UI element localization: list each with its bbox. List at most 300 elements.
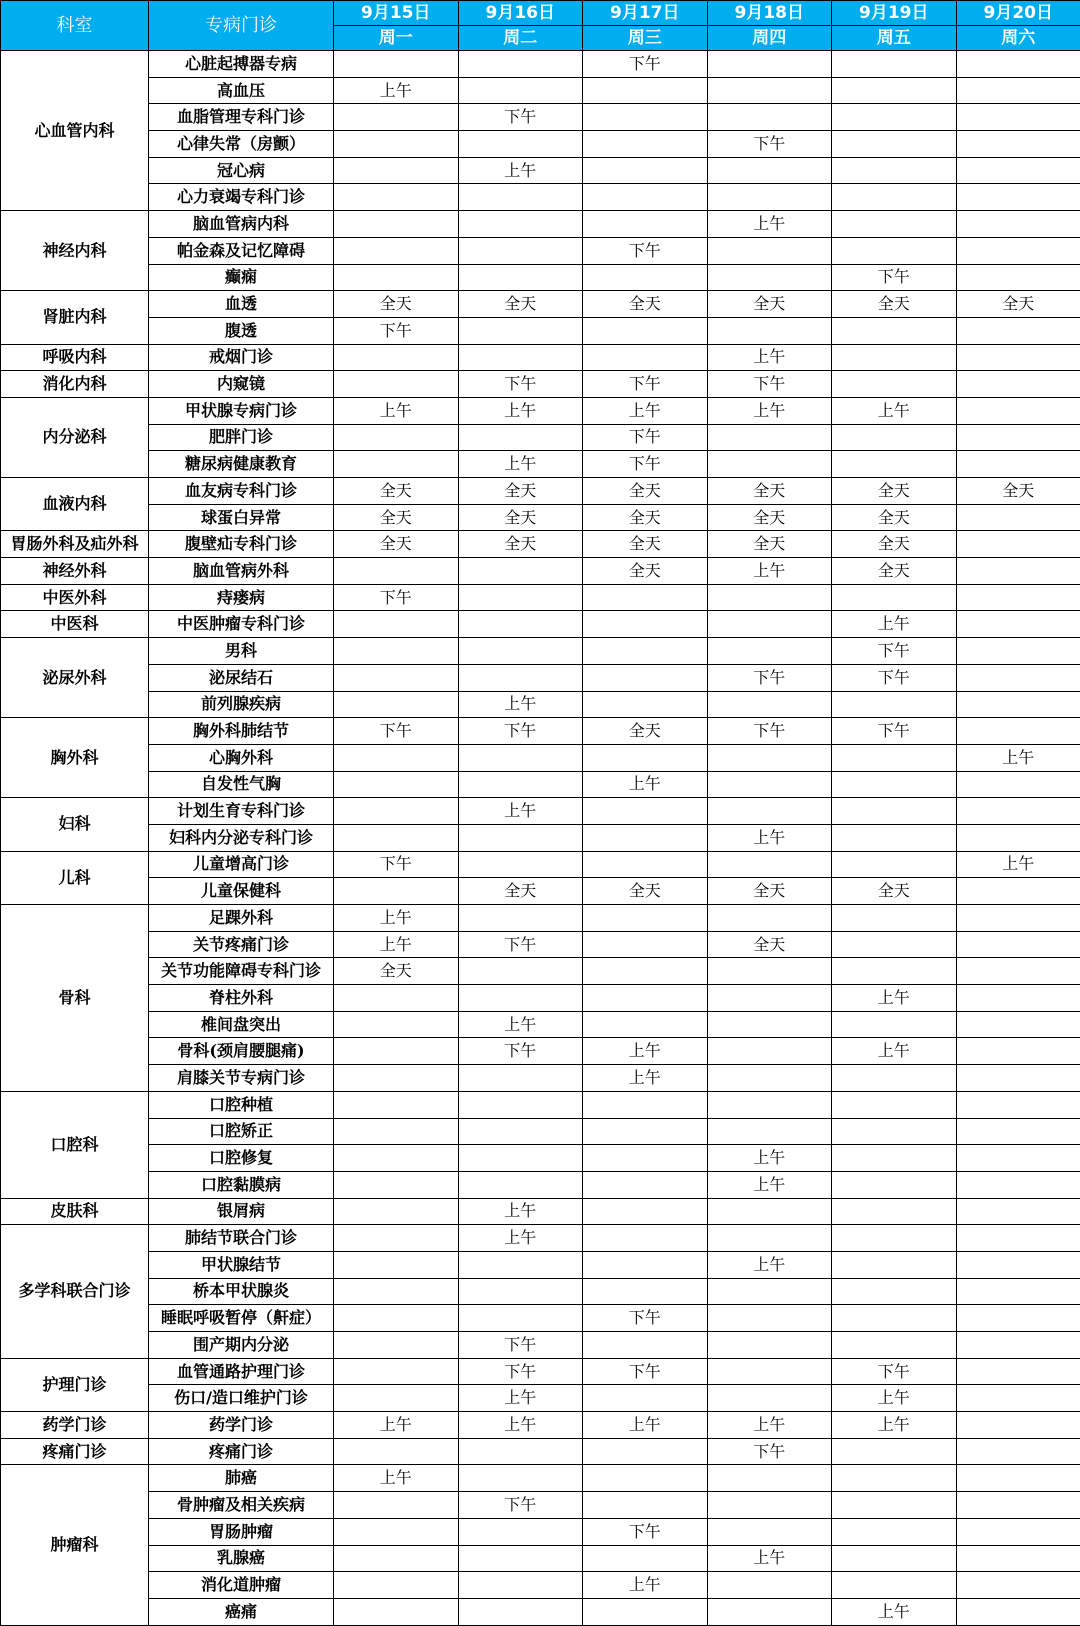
clinic-name-cell: 脑血管病外科 — [149, 558, 334, 585]
schedule-slot-cell: 全天 — [583, 531, 708, 558]
schedule-slot-cell — [334, 1038, 459, 1065]
schedule-slot-cell — [707, 771, 832, 798]
table-row — [1, 504, 1080, 531]
schedule-slot-cell — [334, 1305, 459, 1332]
schedule-slot-cell — [956, 157, 1080, 184]
schedule-slot-cell — [832, 691, 957, 718]
clinic-name-cell: 消化道肿瘤 — [149, 1572, 334, 1599]
clinic-name-cell: 自发性气胸 — [149, 771, 334, 798]
schedule-slot-cell: 上午 — [458, 1412, 583, 1439]
clinic-name-cell: 前列腺疾病 — [149, 691, 334, 718]
schedule-slot-cell: 上午 — [334, 1465, 459, 1492]
clinic-name-cell: 口腔矫正 — [149, 1118, 334, 1145]
schedule-slot-cell — [832, 371, 957, 398]
schedule-slot-cell: 下午 — [832, 718, 957, 745]
schedule-slot-cell: 下午 — [458, 1358, 583, 1385]
schedule-slot-cell: 上午 — [583, 1038, 708, 1065]
department-cell: 骨科 — [1, 905, 149, 1092]
clinic-name-cell: 口腔黏膜病 — [149, 1171, 334, 1198]
schedule-slot-cell: 上午 — [583, 1065, 708, 1092]
schedule-slot-cell: 全天 — [583, 291, 708, 318]
schedule-slot-cell — [458, 1545, 583, 1572]
table-row — [1, 51, 1080, 78]
schedule-slot-cell: 上午 — [458, 397, 583, 424]
schedule-slot-cell — [583, 317, 708, 344]
schedule-slot-cell: 上午 — [334, 77, 459, 104]
schedule-slot-cell — [583, 184, 708, 211]
department-cell: 胃肠外科及疝外科 — [1, 531, 149, 558]
schedule-slot-cell — [583, 664, 708, 691]
table-row — [1, 77, 1080, 104]
schedule-slot-cell — [583, 1492, 708, 1519]
schedule-slot-cell — [458, 1572, 583, 1599]
schedule-slot-cell: 上午 — [583, 1412, 708, 1439]
schedule-slot-cell — [334, 1518, 459, 1545]
schedule-slot-cell — [707, 851, 832, 878]
schedule-slot-cell — [956, 1198, 1080, 1225]
schedule-slot-cell — [707, 1011, 832, 1038]
schedule-slot-cell — [458, 131, 583, 158]
schedule-slot-cell — [956, 1412, 1080, 1439]
schedule-slot-cell: 全天 — [832, 531, 957, 558]
schedule-slot-cell — [583, 1465, 708, 1492]
schedule-slot-cell: 下午 — [458, 1038, 583, 1065]
schedule-slot-cell — [832, 1171, 957, 1198]
schedule-slot-cell: 上午 — [832, 1038, 957, 1065]
schedule-slot-cell — [707, 1225, 832, 1252]
schedule-slot-cell — [458, 424, 583, 451]
schedule-slot-cell — [334, 1278, 459, 1305]
schedule-slot-cell: 下午 — [458, 718, 583, 745]
schedule-slot-cell — [458, 905, 583, 932]
weekday-header: 周五 — [832, 26, 957, 51]
schedule-slot-cell — [707, 691, 832, 718]
table-row — [1, 691, 1080, 718]
table-row — [1, 1011, 1080, 1038]
schedule-slot-cell — [956, 638, 1080, 665]
department-cell: 胸外科 — [1, 718, 149, 798]
schedule-slot-cell — [334, 264, 459, 291]
schedule-slot-cell — [956, 1251, 1080, 1278]
table-row — [1, 264, 1080, 291]
schedule-slot-cell — [956, 1358, 1080, 1385]
table-row — [1, 1412, 1080, 1439]
clinic-name-cell: 高血压 — [149, 77, 334, 104]
schedule-slot-cell — [956, 1011, 1080, 1038]
schedule-slot-cell — [707, 77, 832, 104]
date-header: 9月18日 — [707, 1, 832, 26]
schedule-slot-cell — [334, 878, 459, 905]
table-row — [1, 1545, 1080, 1572]
schedule-slot-cell — [458, 958, 583, 985]
table-row — [1, 985, 1080, 1012]
schedule-slot-cell: 下午 — [458, 931, 583, 958]
department-cell: 疼痛门诊 — [1, 1438, 149, 1465]
schedule-slot-cell — [956, 1091, 1080, 1118]
schedule-slot-cell — [583, 905, 708, 932]
department-cell: 妇科 — [1, 798, 149, 851]
schedule-slot-cell — [458, 1598, 583, 1625]
schedule-slot-cell — [832, 1011, 957, 1038]
schedule-slot-cell: 全天 — [334, 291, 459, 318]
table-row — [1, 1438, 1080, 1465]
schedule-slot-cell — [832, 1091, 957, 1118]
clinic-name-cell: 桥本甲状腺炎 — [149, 1278, 334, 1305]
schedule-slot-cell — [707, 264, 832, 291]
department-cell: 呼吸内科 — [1, 344, 149, 371]
table-row — [1, 478, 1080, 505]
date-header: 9月20日 — [956, 1, 1080, 26]
schedule-slot-cell: 上午 — [832, 1412, 957, 1439]
schedule-slot-cell — [832, 211, 957, 238]
schedule-slot-cell — [956, 1305, 1080, 1332]
schedule-slot-cell — [334, 131, 459, 158]
schedule-slot-cell: 全天 — [583, 478, 708, 505]
clinic-name-cell: 儿童增高门诊 — [149, 851, 334, 878]
clinic-name-cell: 乳腺癌 — [149, 1545, 334, 1572]
clinic-name-cell: 心力衰竭专科门诊 — [149, 184, 334, 211]
clinic-name-cell: 球蛋白异常 — [149, 504, 334, 531]
schedule-slot-cell — [956, 664, 1080, 691]
schedule-slot-cell — [458, 611, 583, 638]
schedule-slot-cell — [707, 611, 832, 638]
schedule-slot-cell — [707, 1492, 832, 1519]
clinic-name-cell: 胃肠肿瘤 — [149, 1518, 334, 1545]
clinic-name-cell: 痔瘘病 — [149, 584, 334, 611]
schedule-slot-cell: 下午 — [832, 1358, 957, 1385]
schedule-slot-cell: 全天 — [458, 291, 583, 318]
schedule-slot-cell — [334, 211, 459, 238]
schedule-slot-cell: 全天 — [583, 558, 708, 585]
schedule-slot-cell: 上午 — [707, 558, 832, 585]
schedule-slot-cell: 上午 — [707, 211, 832, 238]
schedule-slot-cell — [334, 744, 459, 771]
schedule-slot-cell — [707, 1358, 832, 1385]
date-header: 9月19日 — [832, 1, 957, 26]
schedule-slot-cell — [832, 584, 957, 611]
schedule-slot-cell — [334, 1198, 459, 1225]
schedule-slot-cell — [458, 1438, 583, 1465]
schedule-slot-cell — [707, 424, 832, 451]
schedule-slot-cell: 下午 — [583, 451, 708, 478]
clinic-name-cell: 糖尿病健康教育 — [149, 451, 334, 478]
schedule-slot-cell — [956, 424, 1080, 451]
schedule-slot-cell — [832, 131, 957, 158]
schedule-slot-cell — [707, 51, 832, 78]
table-row — [1, 1065, 1080, 1092]
clinic-name-cell: 关节疼痛门诊 — [149, 931, 334, 958]
department-column-header: 科室 — [1, 1, 149, 51]
schedule-slot-cell: 上午 — [334, 397, 459, 424]
department-cell: 肿瘤科 — [1, 1465, 149, 1625]
schedule-slot-cell — [334, 157, 459, 184]
schedule-slot-cell — [458, 1465, 583, 1492]
department-cell: 消化内科 — [1, 371, 149, 398]
clinic-name-cell: 围产期内分泌 — [149, 1332, 334, 1359]
schedule-slot-cell — [583, 798, 708, 825]
schedule-slot-cell — [832, 1198, 957, 1225]
table-row — [1, 771, 1080, 798]
schedule-slot-cell — [832, 424, 957, 451]
table-row — [1, 531, 1080, 558]
schedule-slot-cell — [583, 1385, 708, 1412]
table-row — [1, 798, 1080, 825]
schedule-slot-cell — [956, 1438, 1080, 1465]
department-cell: 中医外科 — [1, 584, 149, 611]
schedule-slot-cell — [334, 1065, 459, 1092]
clinic-name-cell: 妇科内分泌专科门诊 — [149, 824, 334, 851]
schedule-slot-cell — [334, 638, 459, 665]
clinic-name-cell: 骨科(颈肩腰腿痛) — [149, 1038, 334, 1065]
schedule-slot-cell — [832, 77, 957, 104]
department-cell: 神经内科 — [1, 211, 149, 291]
table-row — [1, 184, 1080, 211]
table-row — [1, 237, 1080, 264]
schedule-slot-cell — [956, 344, 1080, 371]
schedule-slot-cell: 下午 — [334, 584, 459, 611]
table-row — [1, 1118, 1080, 1145]
schedule-slot-cell — [956, 1278, 1080, 1305]
clinic-name-cell: 药学门诊 — [149, 1412, 334, 1439]
schedule-slot-cell — [956, 958, 1080, 985]
schedule-slot-cell: 上午 — [334, 905, 459, 932]
schedule-slot-cell — [583, 985, 708, 1012]
schedule-slot-cell: 全天 — [583, 718, 708, 745]
schedule-slot-cell — [707, 1038, 832, 1065]
schedule-slot-cell — [956, 824, 1080, 851]
clinic-name-cell: 癌痛 — [149, 1598, 334, 1625]
table-row — [1, 611, 1080, 638]
schedule-slot-cell — [583, 211, 708, 238]
schedule-slot-cell — [956, 237, 1080, 264]
schedule-slot-cell — [334, 1492, 459, 1519]
table-row — [1, 584, 1080, 611]
schedule-slot-cell — [458, 1145, 583, 1172]
table-row — [1, 1251, 1080, 1278]
schedule-slot-cell — [707, 985, 832, 1012]
schedule-slot-cell — [583, 1598, 708, 1625]
schedule-slot-cell — [458, 1278, 583, 1305]
schedule-slot-cell — [707, 1598, 832, 1625]
schedule-slot-cell — [956, 504, 1080, 531]
schedule-slot-cell — [956, 1598, 1080, 1625]
clinic-name-cell: 伤口/造口维护门诊 — [149, 1385, 334, 1412]
schedule-slot-cell — [458, 237, 583, 264]
schedule-slot-cell — [707, 905, 832, 932]
schedule-slot-cell — [956, 451, 1080, 478]
schedule-slot-cell: 全天 — [707, 504, 832, 531]
table-row — [1, 664, 1080, 691]
table-row — [1, 1198, 1080, 1225]
schedule-slot-cell — [832, 1305, 957, 1332]
schedule-slot-cell — [583, 824, 708, 851]
schedule-slot-cell — [334, 1118, 459, 1145]
schedule-slot-cell: 上午 — [956, 851, 1080, 878]
schedule-slot-cell — [583, 131, 708, 158]
table-row — [1, 397, 1080, 424]
schedule-slot-cell — [458, 1091, 583, 1118]
schedule-slot-cell — [832, 51, 957, 78]
schedule-slot-cell — [832, 1278, 957, 1305]
clinic-name-cell: 甲状腺结节 — [149, 1251, 334, 1278]
schedule-slot-cell — [707, 451, 832, 478]
clinic-name-cell: 肺癌 — [149, 1465, 334, 1492]
weekday-header: 周三 — [583, 26, 708, 51]
schedule-slot-cell — [956, 211, 1080, 238]
schedule-slot-cell: 下午 — [707, 371, 832, 398]
weekday-header: 周二 — [458, 26, 583, 51]
schedule-slot-cell: 全天 — [334, 958, 459, 985]
schedule-slot-cell — [583, 1091, 708, 1118]
schedule-slot-cell — [334, 51, 459, 78]
schedule-slot-cell — [956, 371, 1080, 398]
weekday-header: 周一 — [334, 26, 459, 51]
schedule-slot-cell — [334, 104, 459, 131]
clinic-name-cell: 血友病专科门诊 — [149, 478, 334, 505]
schedule-slot-cell — [832, 824, 957, 851]
table-row — [1, 744, 1080, 771]
table-row — [1, 958, 1080, 985]
clinic-column-header: 专病门诊 — [149, 1, 334, 51]
schedule-slot-cell — [832, 744, 957, 771]
table-row — [1, 1038, 1080, 1065]
clinic-name-cell: 冠心病 — [149, 157, 334, 184]
schedule-slot-cell: 上午 — [707, 1171, 832, 1198]
table-row — [1, 1385, 1080, 1412]
schedule-slot-cell — [458, 1171, 583, 1198]
schedule-slot-cell: 上午 — [334, 1412, 459, 1439]
schedule-slot-cell — [458, 1065, 583, 1092]
schedule-slot-cell — [458, 1251, 583, 1278]
schedule-slot-cell — [583, 851, 708, 878]
department-cell: 血液内科 — [1, 478, 149, 531]
table-row — [1, 1518, 1080, 1545]
schedule-slot-cell — [458, 1118, 583, 1145]
schedule-slot-cell — [956, 397, 1080, 424]
schedule-slot-cell — [583, 1438, 708, 1465]
schedule-slot-cell: 全天 — [707, 291, 832, 318]
schedule-slot-cell — [334, 771, 459, 798]
schedule-slot-cell — [334, 1251, 459, 1278]
table-row — [1, 931, 1080, 958]
schedule-slot-cell: 上午 — [832, 611, 957, 638]
schedule-slot-cell — [583, 691, 708, 718]
table-row — [1, 1278, 1080, 1305]
schedule-slot-cell: 全天 — [458, 878, 583, 905]
schedule-slot-cell — [583, 958, 708, 985]
department-cell: 口腔科 — [1, 1091, 149, 1198]
clinic-name-cell: 内窥镜 — [149, 371, 334, 398]
schedule-slot-cell — [832, 1492, 957, 1519]
schedule-slot-cell — [707, 1465, 832, 1492]
clinic-name-cell: 疼痛门诊 — [149, 1438, 334, 1465]
schedule-slot-cell: 下午 — [583, 424, 708, 451]
schedule-slot-cell — [583, 1145, 708, 1172]
schedule-slot-cell: 全天 — [334, 531, 459, 558]
schedule-slot-cell: 上午 — [832, 985, 957, 1012]
schedule-slot-cell — [334, 1598, 459, 1625]
schedule-slot-cell: 上午 — [583, 771, 708, 798]
schedule-slot-cell — [832, 157, 957, 184]
clinic-name-cell: 泌尿结石 — [149, 664, 334, 691]
schedule-slot-cell — [956, 1065, 1080, 1092]
schedule-slot-cell: 下午 — [458, 104, 583, 131]
schedule-slot-cell — [334, 691, 459, 718]
schedule-slot-cell: 全天 — [583, 504, 708, 531]
schedule-slot-cell — [458, 985, 583, 1012]
schedule-slot-cell — [583, 1251, 708, 1278]
schedule-slot-cell — [956, 558, 1080, 585]
schedule-slot-cell — [707, 237, 832, 264]
schedule-slot-cell — [707, 157, 832, 184]
schedule-slot-cell: 全天 — [832, 878, 957, 905]
table-row — [1, 824, 1080, 851]
schedule-slot-cell — [956, 264, 1080, 291]
schedule-slot-cell — [334, 1091, 459, 1118]
schedule-slot-cell: 下午 — [583, 51, 708, 78]
schedule-slot-cell: 下午 — [707, 1438, 832, 1465]
schedule-slot-cell — [583, 1171, 708, 1198]
schedule-slot-cell — [583, 157, 708, 184]
schedule-slot-cell: 上午 — [458, 1011, 583, 1038]
schedule-slot-cell — [832, 1225, 957, 1252]
schedule-slot-cell — [956, 1171, 1080, 1198]
schedule-slot-cell — [707, 1518, 832, 1545]
clinic-name-cell: 心律失常（房颤） — [149, 131, 334, 158]
schedule-slot-cell — [956, 1518, 1080, 1545]
schedule-slot-cell — [832, 1465, 957, 1492]
department-cell: 药学门诊 — [1, 1412, 149, 1439]
schedule-slot-cell — [832, 451, 957, 478]
schedule-slot-cell — [956, 184, 1080, 211]
table-row — [1, 157, 1080, 184]
schedule-slot-cell: 上午 — [458, 798, 583, 825]
clinic-name-cell: 帕金森及记忆障碍 — [149, 237, 334, 264]
date-header: 9月15日 — [334, 1, 459, 26]
table-row — [1, 1572, 1080, 1599]
schedule-slot-cell — [334, 237, 459, 264]
table-row — [1, 424, 1080, 451]
schedule-slot-cell: 上午 — [707, 1251, 832, 1278]
clinic-name-cell: 肥胖门诊 — [149, 424, 334, 451]
schedule-slot-cell — [832, 1545, 957, 1572]
schedule-slot-cell: 下午 — [334, 851, 459, 878]
schedule-slot-cell: 下午 — [832, 664, 957, 691]
schedule-slot-cell — [583, 584, 708, 611]
schedule-slot-cell — [832, 104, 957, 131]
table-row — [1, 718, 1080, 745]
schedule-slot-cell — [956, 584, 1080, 611]
clinic-name-cell: 口腔种植 — [149, 1091, 334, 1118]
department-cell: 护理门诊 — [1, 1358, 149, 1411]
schedule-slot-cell: 上午 — [832, 1385, 957, 1412]
schedule-slot-cell — [832, 1145, 957, 1172]
schedule-slot-cell — [583, 1118, 708, 1145]
table-row — [1, 104, 1080, 131]
clinic-name-cell: 儿童保健科 — [149, 878, 334, 905]
schedule-slot-cell — [707, 1118, 832, 1145]
schedule-slot-cell — [334, 985, 459, 1012]
table-row — [1, 291, 1080, 318]
schedule-slot-cell — [458, 744, 583, 771]
schedule-slot-cell — [334, 451, 459, 478]
table-row — [1, 211, 1080, 238]
clinic-name-cell: 椎间盘突出 — [149, 1011, 334, 1038]
table-row — [1, 1598, 1080, 1625]
schedule-slot-cell: 全天 — [334, 504, 459, 531]
schedule-slot-cell — [583, 344, 708, 371]
schedule-slot-cell — [458, 344, 583, 371]
